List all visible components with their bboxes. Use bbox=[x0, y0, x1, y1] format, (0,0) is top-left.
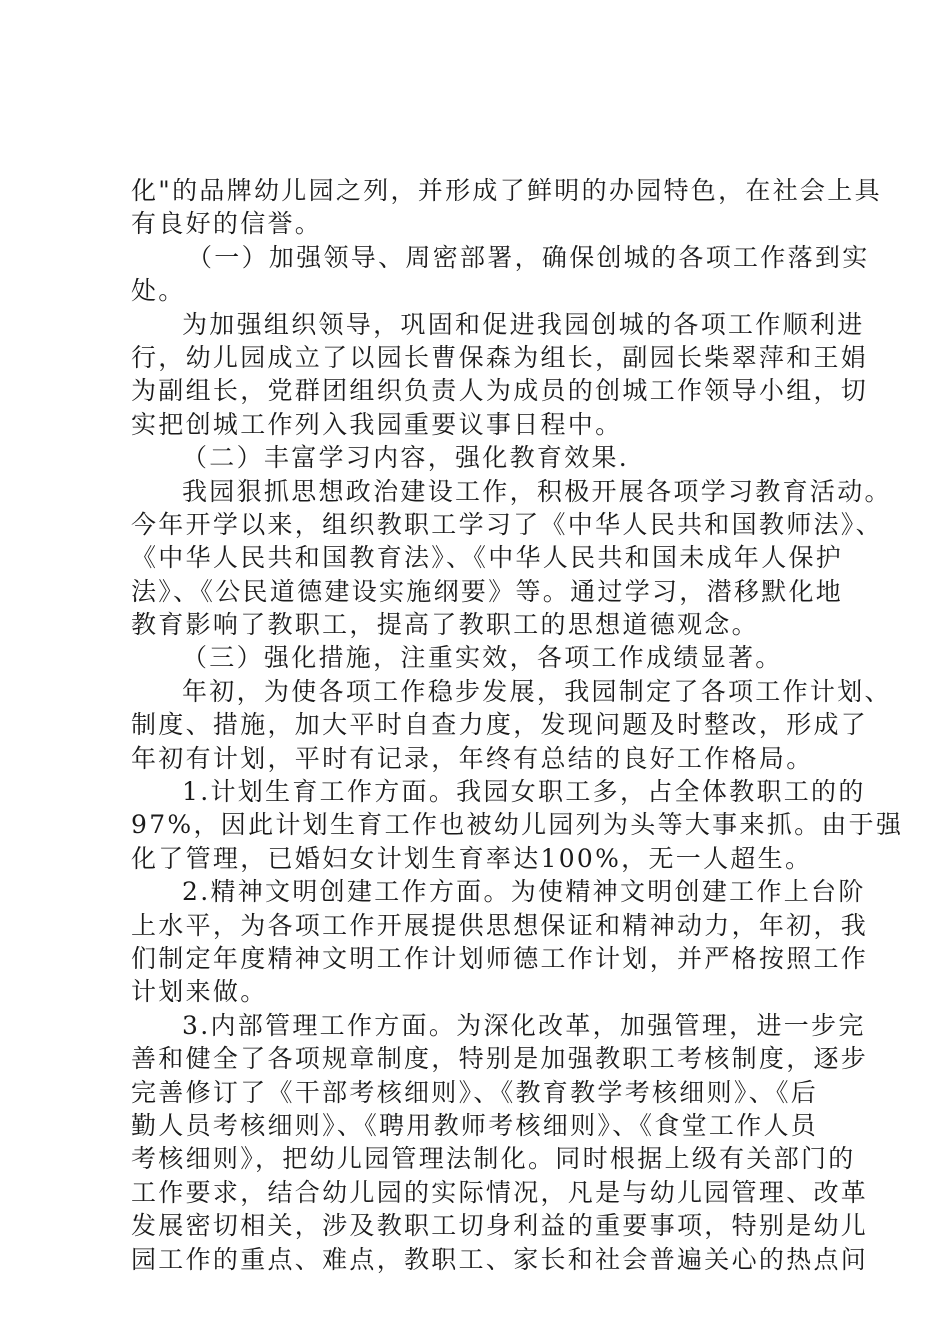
text-line: （三）强化措施，注重实效，各项工作成绩显著。 bbox=[182, 643, 783, 673]
text-line: 计划来做。 bbox=[131, 977, 268, 1007]
text-line: 化"的品牌幼儿园之列，并形成了鲜明的办园特色，在社会上具 bbox=[131, 176, 882, 205]
text-line: 工作要求，结合幼儿园的实际情况，凡是与幼儿园管理、改革 bbox=[131, 1177, 869, 1207]
text-line: 化了管理，已婚妇女计划生育率达100%，无一人超生。 bbox=[131, 843, 813, 873]
text-line: 教育影响了教职工，提高了教职工的思想道德观念。 bbox=[131, 610, 759, 640]
text-line: 制度、措施，加大平时自查力度，发现问题及时整改，形成了 bbox=[131, 710, 869, 740]
text-line: 2.精神文明创建工作方面。为使精神文明创建工作上台阶 bbox=[182, 877, 866, 907]
text-line: 完善修订了《干部考核细则》、《教育教学考核细则》、《后 bbox=[131, 1077, 819, 1107]
text-line: 发展密切相关，涉及教职工切身利益的重要事项，特别是幼儿 bbox=[131, 1211, 869, 1241]
text-line: （一）加强领导、周密部署，确保创城的各项工作落到实 bbox=[187, 242, 870, 272]
text-line: 勤人员考核细则》、《聘用教师考核细则》、《食堂工作人员 bbox=[131, 1110, 819, 1140]
text-line: 们制定年度精神文明工作计划师德工作计划，并严格按照工作 bbox=[131, 943, 869, 973]
text-line: 我园狠抓思想政治建设工作，积极开展各项学习教育活动。 bbox=[182, 476, 892, 506]
text-line: 实把创城工作列入我园重要议事日程中。 bbox=[131, 409, 623, 439]
text-line: 年初，为使各项工作稳步发展，我园制定了各项工作计划、 bbox=[182, 676, 892, 706]
text-line: （二）丰富学习内容，强化教育效果. bbox=[182, 443, 630, 473]
text-line: 年初有计划，平时有记录，年终有总结的良好工作格局。 bbox=[131, 743, 814, 773]
text-line: 善和健全了各项规章制度，特别是加强教职工考核制度，逐步 bbox=[131, 1044, 869, 1074]
text-line: 处。 bbox=[131, 276, 186, 306]
text-line: 97%，因此计划生育工作也被幼儿园列为头等大事来抓。由于强 bbox=[131, 810, 904, 840]
text-line: 今年开学以来，组织教职工学习了《中华人民共和国教师法》、 bbox=[131, 509, 883, 539]
text-line: 1.计划生育工作方面。我园女职工多，占全体教职工的的 bbox=[182, 777, 866, 807]
text-line: 行，幼儿园成立了以园长曹保森为组长，副园长柴翠萍和王娟 bbox=[131, 342, 869, 372]
text-line: 法》、《公民道德建设实施纲要》等。通过学习，潜移默化地 bbox=[131, 576, 844, 606]
text-line: 《中华人民共和国教育法》、《中华人民共和国未成年人保护 bbox=[131, 543, 844, 573]
text-line: 为副组长，党群团组织负责人为成员的创城工作领导小组，切 bbox=[131, 376, 869, 406]
text-line: 3.内部管理工作方面。为深化改革，加强管理，进一步完 bbox=[182, 1010, 866, 1040]
text-line: 为加强组织领导，巩固和促进我园创城的各项工作顺利进 bbox=[182, 309, 865, 339]
text-line: 考核细则》，把幼儿园管理法制化。同时根据上级有关部门的 bbox=[131, 1144, 856, 1174]
text-line: 上水平，为各项工作开展提供思想保证和精神动力，年初，我 bbox=[131, 910, 869, 940]
text-line: 有良好的信誉。 bbox=[131, 209, 323, 239]
text-line: 园工作的重点、难点，教职工、家长和社会普遍关心的热点问 bbox=[131, 1244, 869, 1274]
body-text bbox=[131, 174, 904, 1276]
